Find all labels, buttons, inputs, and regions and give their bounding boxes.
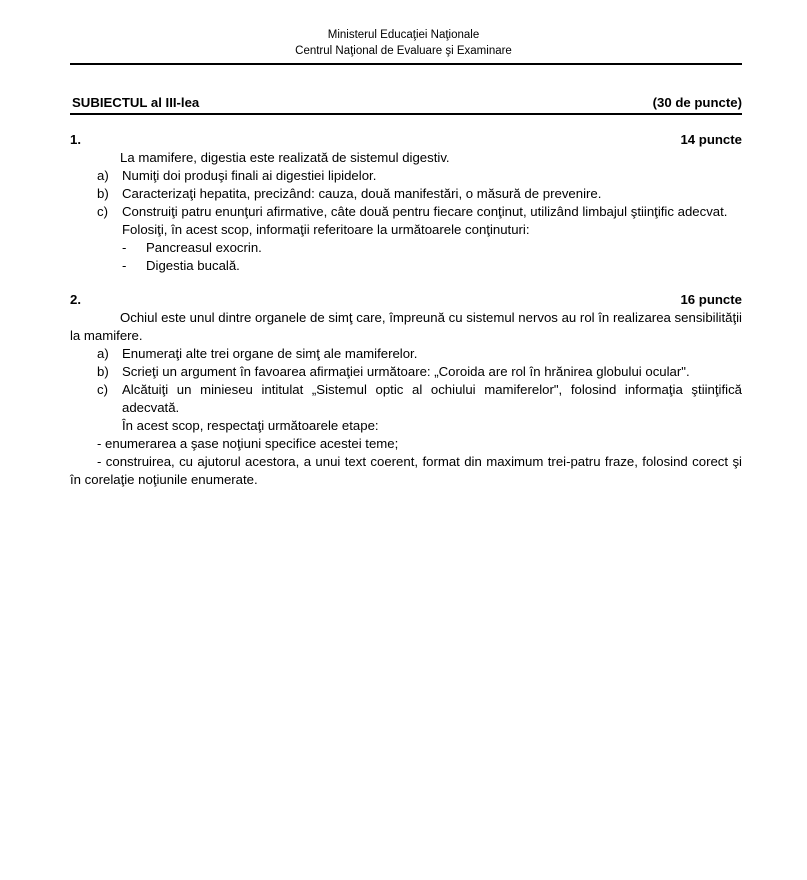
header-ministry-line: Ministerul Educaţiei Naţionale bbox=[327, 29, 480, 41]
item-1-option-b-text: Caracterizaţi hepatita, precizând: cauza, două manifestări, o măsură de prevenire. bbox=[122, 186, 602, 201]
subject-points: (30 de puncte) bbox=[652, 95, 742, 110]
subject-title-row bbox=[70, 94, 742, 115]
item-2-option-c bbox=[70, 381, 742, 417]
item-1-points: 14 puncte bbox=[680, 132, 742, 147]
header-divider bbox=[70, 63, 742, 65]
item-1-intro: La mamifere, digestia este realizată de sistemul digestiv. bbox=[120, 150, 450, 165]
item-1-option-c-text: Construiţi patru enunţuri afirmative, câte două pentru fiecare conţinut, utilizând limbajul ştiinţific adecvat. bbox=[122, 204, 728, 219]
item-2-points: 16 puncte bbox=[680, 292, 742, 307]
item-1-option-a bbox=[70, 167, 742, 185]
subject-title: SUBIECTUL al III-lea bbox=[72, 95, 200, 110]
bullet-dash-icon: - bbox=[122, 240, 127, 255]
item-2-list bbox=[70, 345, 742, 417]
item-1-option-a-marker: a) bbox=[97, 168, 109, 183]
item-1-content-list bbox=[70, 239, 742, 275]
item-2-header bbox=[70, 291, 742, 309]
item-1-option-a-text: Numiţi doi produşi finali ai digestiei lipidelor. bbox=[122, 168, 377, 183]
item-2-option-b bbox=[70, 363, 742, 381]
item-1-option-b-marker: b) bbox=[97, 186, 109, 201]
item-1-header bbox=[70, 131, 742, 149]
item-2-step-1: - enumerarea a şase noţiuni specifice acestei teme; bbox=[97, 436, 399, 451]
item-1-content-bullet-1 bbox=[70, 239, 742, 257]
item-1-option-c bbox=[70, 203, 742, 221]
item-1-content-bullet-2 bbox=[70, 257, 742, 275]
item-2-step-2: - construirea, cu ajutorul acestora, a unui text coerent, format din maximum trei-patru fraze, folosind corect şi în corelaţie noţiunile enumerate. bbox=[70, 454, 742, 487]
item-1-option-b bbox=[70, 185, 742, 203]
item-2-option-b-text: Scrieţi un argument în favoarea afirmaţiei următoare: „Coroida are rol în hrănirea globului ocular". bbox=[122, 364, 690, 379]
item-2-intro: Ochiul este unul dintre organele de simţ care, împreună cu sistemul nervos au rol în realizarea sensibilităţii la mamifere. bbox=[70, 310, 742, 343]
item-1-content-bullet-2-text: Digestia bucală. bbox=[146, 258, 240, 273]
bullet-dash-icon: - bbox=[122, 258, 127, 273]
item-2-option-a bbox=[70, 345, 742, 363]
item-2-steps-list bbox=[70, 435, 742, 489]
item-2-number: 2. bbox=[70, 292, 81, 307]
document-header bbox=[0, 0, 807, 59]
item-2-option-a-marker: a) bbox=[97, 346, 109, 361]
item-1-option-c-marker: c) bbox=[97, 204, 108, 219]
header-center-line: Centrul Naţional de Evaluare şi Examinare bbox=[295, 45, 512, 57]
item-1-followup: Folosiţi, în acest scop, informaţii referitoare la următoarele conţinuturi: bbox=[122, 222, 530, 237]
item-2-followup: În acest scop, respectaţi următoarele etape: bbox=[122, 418, 379, 433]
item-1-content-bullet-1-text: Pancreasul exocrin. bbox=[146, 240, 262, 255]
document-body bbox=[70, 94, 742, 489]
item-2-option-b-marker: b) bbox=[97, 364, 109, 379]
item-2-option-c-marker: c) bbox=[97, 382, 108, 397]
item-2-option-a-text: Enumeraţi alte trei organe de simţ ale mamiferelor. bbox=[122, 346, 418, 361]
item-1-list bbox=[70, 167, 742, 221]
item-1-number: 1. bbox=[70, 132, 81, 147]
item-2-option-c-text: Alcătuiţi un minieseu intitulat „Sistemul optic al ochiului mamiferelor", folosind informaţia ştiinţifică adecvată. bbox=[122, 382, 742, 415]
